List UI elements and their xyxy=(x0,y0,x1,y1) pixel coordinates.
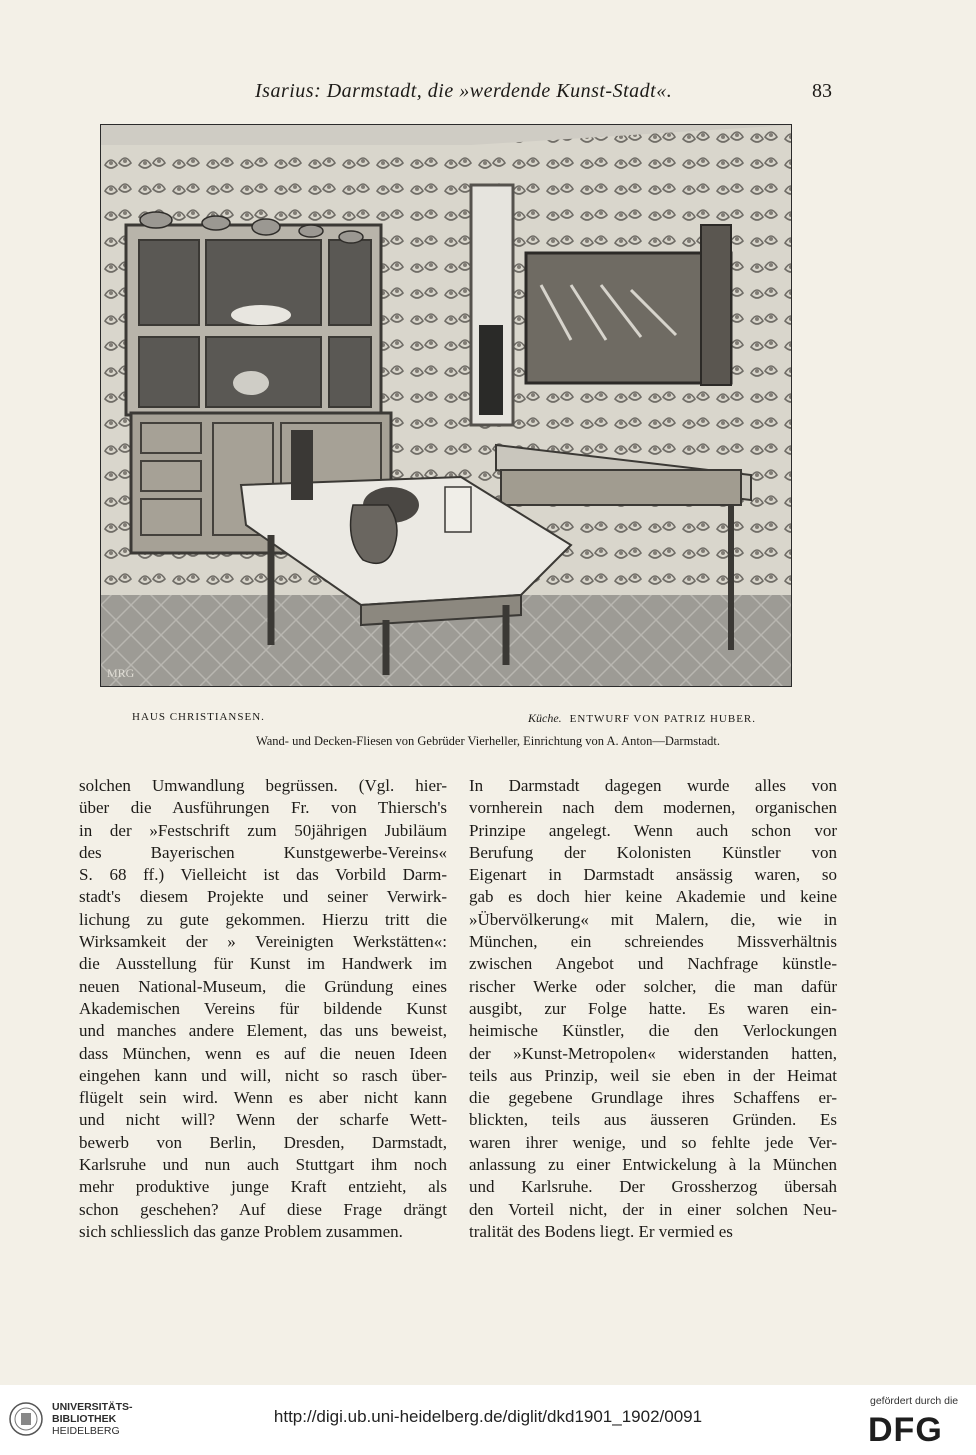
text-line: dass München, wenn es auf die neuen Ideen xyxy=(79,1043,447,1063)
text-line: Eigenart in Darmstadt ansässig waren, so xyxy=(469,865,837,885)
text-line: bewerb von Berlin, Dresden, Darmstadt, xyxy=(79,1132,447,1152)
page-header xyxy=(0,80,976,110)
text-line: Wirksamkeit der » Vereinigten Werkstätten«: xyxy=(79,932,447,952)
text-line: in der »Festschrift zum 50jährigen Jubiläum xyxy=(79,820,447,840)
text-line: eingehen kann und will, nicht so rasch über- xyxy=(79,1065,447,1085)
text-line: und manches andere Element, das uns beweist, xyxy=(79,1021,447,1041)
page-number: 83 xyxy=(812,80,832,102)
text-column-left xyxy=(79,775,447,1243)
text-line: waren ihrer wenige, und so fehlte jede Ver- xyxy=(469,1132,837,1152)
text-line: schon geschehen? Auf diese Frage drängt xyxy=(79,1199,447,1219)
text-column-right xyxy=(469,775,837,1243)
text-line: solchen Umwandlung begrüssen. (Vgl. hier- xyxy=(79,776,447,795)
text-line: Karlsruhe und nun auch Stuttgart ihm noch xyxy=(79,1155,447,1175)
text-line: gab es doch hier keine Akademie und keine xyxy=(469,887,837,907)
text-line: S. 68 ff.) Vielleicht ist das Vorbild Darm- xyxy=(79,865,447,885)
figure-caption-left: HAUS CHRISTIANSEN. xyxy=(132,711,265,723)
text-line: den Vorteil nicht, der in einer solchen Neu- xyxy=(469,1199,837,1219)
uni-line-3: HEIDELBERG xyxy=(52,1425,120,1437)
text-line: und nicht will? Wenn der scharfe Wett- xyxy=(79,1110,447,1130)
text-line: zwischen Angebot und Nachfrage künstle- xyxy=(469,954,837,974)
text-line: rischer Werke oder solcher, die man dafür xyxy=(469,976,837,996)
text-line: teils aus Prinzip, weil sie eben in der Heimat xyxy=(469,1065,837,1085)
funded-by-label: gefördert durch die xyxy=(870,1395,959,1407)
text-line: flügelt sein wird. Wenn es aber nicht kann xyxy=(79,1088,447,1108)
text-line: ausgibt, zur Folge hatte. Es waren ein- xyxy=(469,998,837,1018)
kitchen-photo-illustration xyxy=(101,125,791,686)
text-line: der »Kunst-Metropolen« widerstanden hatten, xyxy=(469,1043,837,1063)
text-line: »Übervölkerung« mit Malern, die, wie in xyxy=(469,909,837,929)
text-line: vornherein nach dem modernen, organischen xyxy=(469,798,837,818)
text-line: die Ausstellung für Kunst im Handwerk im xyxy=(79,954,447,974)
text-line: heimische Künstler, die den Verlockungen xyxy=(469,1021,837,1041)
text-line: und Karlsruhe. Der Grossherzog übersah xyxy=(469,1177,837,1197)
text-line: sich schliesslich das ganze Problem zusammen. xyxy=(79,1221,403,1241)
text-line: tralität des Bodens liegt. Er vermied es xyxy=(469,1221,733,1241)
text-line: mehr produktive junge Kraft entzieht, als xyxy=(79,1177,447,1197)
caption-italic-kueche: Küche. xyxy=(528,711,562,725)
figure-caption-right xyxy=(528,711,756,726)
text-line: München, ein schreiendes Missverhältnis xyxy=(469,932,837,952)
digitization-footer xyxy=(0,1385,976,1455)
text-line: Berufung der Kolonisten Künstler von xyxy=(469,842,837,862)
caption-designer: ENTWURF VON PATRIZ HUBER. xyxy=(569,713,757,725)
text-line: lichung zu gute gekommen. Hierzu tritt die xyxy=(79,909,447,929)
permalink-url[interactable]: http://digi.ub.uni-heidelberg.de/diglit/dkd1901_1902/0091 xyxy=(273,1407,703,1426)
photo-monogram: MRG xyxy=(107,666,135,680)
kitchen-photograph xyxy=(100,124,792,687)
uni-line-1: UNIVERSITÄTS- xyxy=(52,1401,133,1413)
text-line: In Darmstadt dagegen wurde alles von xyxy=(469,776,837,795)
text-line: über die Ausführungen Fr. von Thiersch's xyxy=(79,798,447,818)
text-line: blickten, teils aus äusseren Gründen. Es xyxy=(469,1110,837,1130)
figure-credit: Wand- und Decken-Fliesen von Gebrüder Vierheller, Einrichtung von A. Anton—Darmstadt. xyxy=(255,734,721,748)
text-line: des Bayerischen Kunstgewerbe-Vereins« xyxy=(79,842,447,862)
dfg-logo: DFG xyxy=(868,1411,943,1449)
text-line: die gegebene Grundlage ihres Schaffens er- xyxy=(469,1088,837,1108)
text-line: stadt's diesem Projekte und seiner Verwirk- xyxy=(79,887,447,907)
text-line: anlassung zu einer Entwickelung à la München xyxy=(469,1155,837,1175)
running-title: Isarius: Darmstadt, die »werdende Kunst-Stadt«. xyxy=(255,80,673,102)
text-line: neuen National-Museum, die Gründung eines xyxy=(79,976,447,996)
uni-line-2: BIBLIOTHEK xyxy=(52,1413,117,1425)
text-line: Prinzipe angelegt. Wenn auch schon vor xyxy=(469,820,837,840)
text-line: Akademischen Vereins für bildende Kunst xyxy=(79,998,447,1018)
